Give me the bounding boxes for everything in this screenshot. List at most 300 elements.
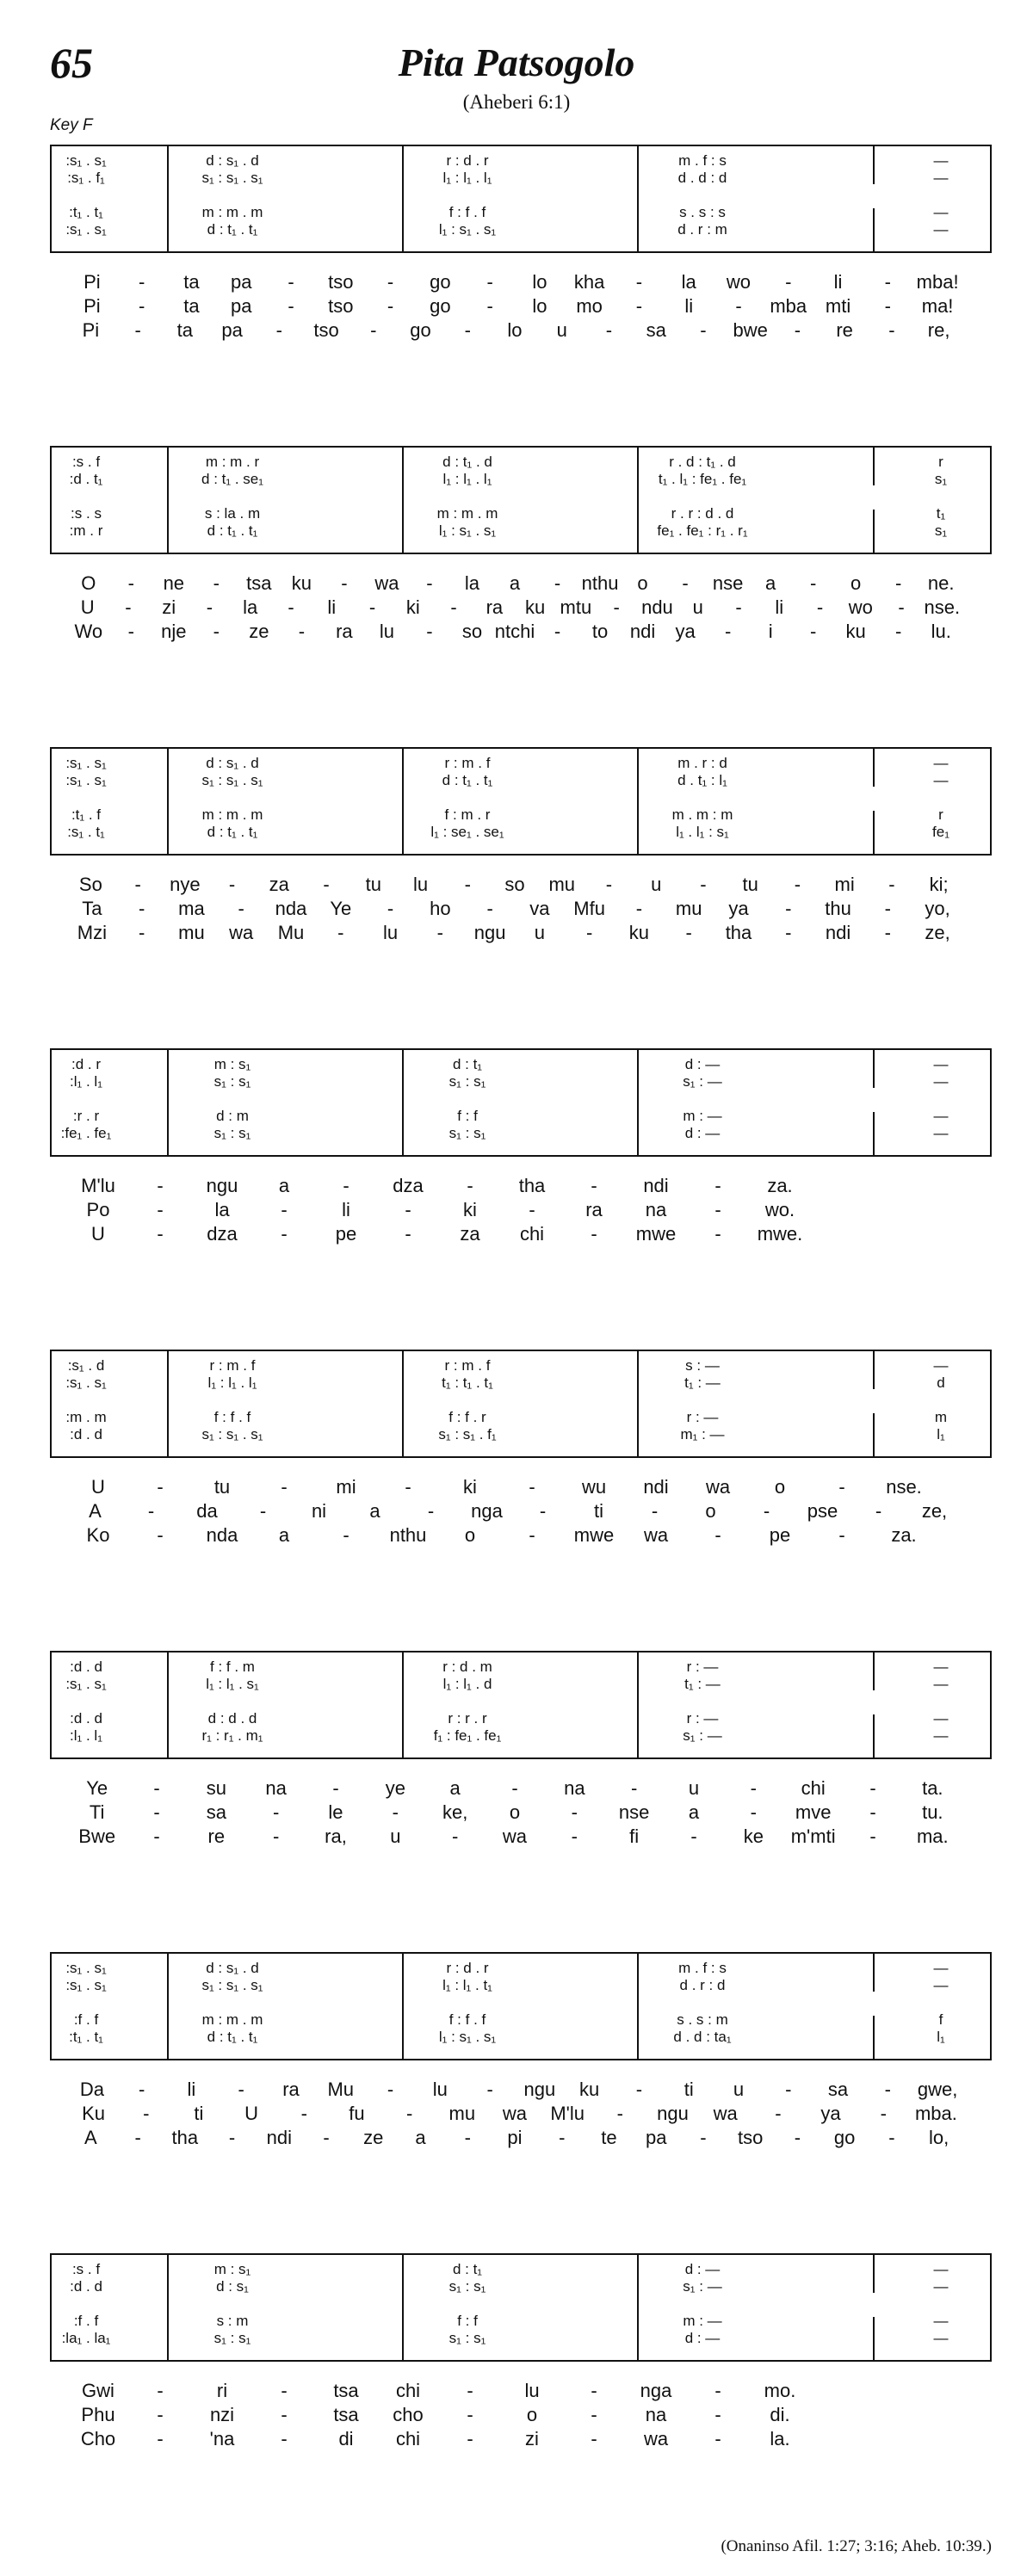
lyric-syllable: - bbox=[486, 271, 493, 293]
note-cell: d . r : m bbox=[677, 221, 727, 238]
lyric-syllable: - bbox=[298, 621, 306, 642]
lyric-syllable: tha bbox=[171, 2127, 199, 2148]
lyric-syllable: - bbox=[735, 295, 742, 317]
note-cell: d . t₁ : l₁ bbox=[677, 772, 727, 788]
lyric-syllable: - bbox=[511, 1777, 518, 1799]
lyric-syllable: na bbox=[265, 1777, 287, 1799]
notation-staff bbox=[50, 145, 992, 253]
note-cell: l₁ : l₁ . l₁ bbox=[207, 1374, 257, 1391]
notation-staff bbox=[50, 1651, 992, 1759]
lyric-syllable: ri bbox=[216, 2380, 228, 2401]
lyric-syllable: - bbox=[554, 621, 561, 642]
lyric-syllable: za bbox=[460, 1223, 480, 1245]
lyric-syllable: - bbox=[884, 271, 891, 293]
lyric-syllable: - bbox=[427, 1500, 435, 1522]
lyric-syllable: ki bbox=[463, 1199, 477, 1220]
note-cell: s₁ : s₁ . s₁ bbox=[201, 1426, 263, 1442]
lyric-syllable: mba bbox=[770, 295, 807, 317]
lyric-syllable: - bbox=[486, 898, 493, 919]
lyric-syllable: - bbox=[337, 922, 344, 943]
lyric-syllable: wa bbox=[713, 2103, 738, 2124]
note-cell: d : — bbox=[684, 2261, 721, 2277]
note-cell: s . s : m bbox=[677, 2011, 728, 2028]
lyric-line bbox=[50, 1174, 992, 1198]
note-row bbox=[52, 2028, 990, 2047]
lyric-syllable: wa bbox=[643, 2428, 669, 2449]
note-cell: f : f . f bbox=[213, 1409, 251, 1425]
note-row bbox=[52, 1374, 990, 1393]
note-cell: — bbox=[933, 1727, 949, 1744]
note-cell: r : — bbox=[686, 1710, 719, 1727]
lyric-syllable: - bbox=[275, 319, 282, 341]
note-row bbox=[52, 1727, 990, 1745]
lyric-syllable: mtu bbox=[560, 596, 592, 618]
note-row bbox=[52, 1356, 990, 1375]
lyric-syllable: mti bbox=[825, 295, 851, 317]
lyric-syllable: - bbox=[134, 2127, 141, 2148]
lyric-syllable: nthu bbox=[389, 1524, 427, 1546]
lyric-syllable: - bbox=[288, 271, 294, 293]
lyric-syllable: - bbox=[387, 898, 394, 919]
note-row bbox=[52, 1055, 990, 1074]
notation-staff bbox=[50, 1048, 992, 1157]
lyric-syllable: ke, bbox=[442, 1801, 468, 1823]
lyric-line bbox=[50, 1475, 992, 1499]
lyric-syllable: nzi bbox=[209, 2404, 235, 2425]
lyric-syllable: re bbox=[836, 319, 853, 341]
lyric-syllable: - bbox=[635, 898, 643, 919]
note-cell: s₁ : — bbox=[683, 1727, 722, 1744]
lyric-syllable: mo. bbox=[764, 2380, 796, 2401]
lyric-syllable: mo bbox=[576, 295, 603, 317]
lyric-syllable: ho bbox=[430, 898, 451, 919]
note-row bbox=[52, 1658, 990, 1677]
lyric-syllable: ta bbox=[183, 271, 200, 293]
note-cell: m₁ : — bbox=[680, 1426, 725, 1442]
lyric-syllable: a bbox=[369, 1500, 380, 1522]
lyric-syllable: - bbox=[559, 2127, 566, 2148]
lyric-syllable: - bbox=[464, 2127, 471, 2148]
lyric-syllable: va bbox=[529, 898, 550, 919]
lyric-syllable: te bbox=[601, 2127, 617, 2148]
lyric-syllable: wa bbox=[705, 1476, 731, 1498]
note-cell: l₁ : l₁ . s₁ bbox=[206, 1676, 259, 1692]
lyric-syllable: - bbox=[157, 2404, 164, 2425]
lyric-syllable: ki; bbox=[929, 874, 949, 895]
lyric-line bbox=[50, 318, 992, 343]
lyric-syllable: Pi bbox=[82, 319, 100, 341]
note-cell: r : m . f bbox=[444, 1357, 491, 1374]
note-row bbox=[52, 2277, 990, 2296]
lyric-syllable: - bbox=[554, 572, 561, 594]
lyric-syllable: lo bbox=[532, 271, 547, 293]
note-cell: s₁ : s₁ bbox=[213, 1073, 251, 1090]
lyric-syllable: - bbox=[591, 1175, 597, 1196]
lyric-syllable: chi bbox=[395, 2380, 421, 2401]
lyric-syllable: so bbox=[461, 621, 483, 642]
lyric-syllable: u bbox=[390, 1825, 401, 1847]
note-cell: m : m . m bbox=[201, 806, 263, 823]
note-cell: s₁ bbox=[934, 522, 948, 539]
lyric-syllable: - bbox=[405, 1199, 411, 1220]
lyric-syllable: u bbox=[688, 1777, 700, 1799]
note-cell: — bbox=[933, 2313, 949, 2329]
lyric-syllable: ta bbox=[176, 319, 194, 341]
note-row bbox=[52, 220, 990, 239]
note-row bbox=[52, 151, 990, 170]
note-cell: d : s₁ . d bbox=[206, 152, 259, 169]
lyric-syllable: li bbox=[342, 1199, 350, 1220]
note-cell: — bbox=[933, 2278, 949, 2295]
lyric-syllable: - bbox=[281, 1223, 288, 1245]
lyric-syllable: - bbox=[838, 1524, 845, 1546]
lyric-syllable: - bbox=[387, 2079, 394, 2100]
lyric-syllable: o bbox=[851, 572, 862, 594]
lyric-syllable: lu bbox=[524, 2380, 540, 2401]
lyric-line bbox=[50, 596, 992, 620]
lyric-syllable: - bbox=[700, 319, 707, 341]
lyric-syllable: U bbox=[91, 1476, 105, 1498]
note-cell: r bbox=[938, 454, 943, 470]
lyric-syllable: i bbox=[768, 621, 773, 642]
note-cell: :s₁ . s₁ bbox=[65, 1960, 107, 1976]
lyric-syllable: - bbox=[591, 2428, 597, 2449]
lyric-syllable: - bbox=[884, 2079, 891, 2100]
lyric-syllable: Ta bbox=[82, 898, 102, 919]
lyric-syllable: - bbox=[387, 295, 394, 317]
lyric-syllable: sa bbox=[646, 319, 666, 341]
lyric-syllable: na bbox=[564, 1777, 585, 1799]
lyric-syllable: - bbox=[735, 596, 742, 618]
note-row bbox=[52, 2260, 990, 2279]
note-row bbox=[52, 771, 990, 790]
note-cell: s₁ : s₁ bbox=[448, 1125, 486, 1141]
lyric-line bbox=[50, 897, 992, 921]
lyric-syllable: - bbox=[157, 1476, 164, 1498]
lyric-syllable: M'lu bbox=[550, 2103, 585, 2124]
lyric-syllable: - bbox=[682, 572, 689, 594]
lyric-syllable: ku bbox=[579, 2079, 600, 2100]
note-cell: :s₁ . s₁ bbox=[65, 152, 107, 169]
lyric-syllable: - bbox=[884, 295, 891, 317]
note-row bbox=[52, 203, 990, 222]
note-cell: l₁ : l₁ . t₁ bbox=[442, 1977, 492, 1993]
lyric-syllable: - bbox=[794, 2127, 801, 2148]
lyric-syllable: - bbox=[785, 922, 792, 943]
note-cell: :d . d bbox=[70, 2278, 102, 2295]
lyric-syllable: - bbox=[467, 2404, 473, 2425]
lyric-syllable: ndi bbox=[629, 621, 656, 642]
lyric-line bbox=[50, 294, 992, 318]
lyric-syllable: fu bbox=[349, 2103, 365, 2124]
lyric-syllable: - bbox=[273, 1825, 280, 1847]
note-cell: — bbox=[933, 204, 949, 220]
lyric-line bbox=[50, 1198, 992, 1222]
lyric-syllable: - bbox=[157, 2428, 164, 2449]
lyric-syllable: cho bbox=[393, 2404, 424, 2425]
lyric-syllable: ni bbox=[311, 1500, 327, 1522]
lyric-syllable: - bbox=[750, 1777, 757, 1799]
note-cell: m : m . r bbox=[205, 454, 260, 470]
note-cell: :m . r bbox=[69, 522, 103, 539]
note-cell: — bbox=[933, 1357, 949, 1374]
note-cell: r : r . r bbox=[448, 1710, 487, 1727]
lyric-syllable: wa bbox=[502, 2103, 528, 2124]
lyric-syllable: la bbox=[214, 1199, 230, 1220]
lyric-syllable: la bbox=[464, 572, 480, 594]
note-row bbox=[52, 806, 990, 825]
note-cell: :s₁ . d bbox=[67, 1357, 105, 1374]
music-system bbox=[50, 1350, 992, 1547]
lyric-syllable: ra bbox=[282, 2079, 300, 2100]
note-cell: r : d . r bbox=[446, 1960, 489, 1976]
note-cell: fe₁ . fe₁ : r₁ . r₁ bbox=[657, 522, 748, 539]
lyric-syllable: la bbox=[681, 271, 696, 293]
lyric-syllable: ti bbox=[594, 1500, 603, 1522]
lyric-syllable: dza bbox=[393, 1175, 424, 1196]
lyric-syllable: - bbox=[898, 596, 905, 618]
note-cell: r : d . r bbox=[446, 152, 489, 169]
lyrics-block bbox=[50, 571, 992, 644]
lyric-syllable: Mu bbox=[327, 2079, 355, 2100]
lyric-syllable: - bbox=[539, 1500, 547, 1522]
lyric-syllable: - bbox=[690, 1825, 697, 1847]
lyric-syllable: ze, bbox=[921, 1500, 948, 1522]
lyric-syllable: - bbox=[605, 319, 613, 341]
lyric-syllable: - bbox=[763, 1500, 770, 1522]
lyric-syllable: la bbox=[243, 596, 258, 618]
lyric-syllable: di. bbox=[770, 2404, 790, 2425]
note-cell: :s₁ . s₁ bbox=[65, 1977, 107, 1993]
note-cell: :s₁ . f₁ bbox=[67, 170, 105, 186]
note-cell: :t₁ . f bbox=[71, 806, 102, 823]
lyric-syllable: a bbox=[278, 1524, 290, 1546]
lyric-syllable: lu bbox=[432, 2079, 448, 2100]
lyric-syllable: nse bbox=[618, 1801, 650, 1823]
lyric-syllable: to bbox=[591, 621, 609, 642]
lyric-syllable: go bbox=[430, 271, 451, 293]
lyric-syllable: ne bbox=[163, 572, 185, 594]
note-cell: s₁ : s₁ . s₁ bbox=[201, 170, 263, 186]
note-cell: f : f . f bbox=[448, 2011, 486, 2028]
lyric-syllable: - bbox=[138, 898, 145, 919]
note-cell: l₁ . l₁ : s₁ bbox=[676, 824, 729, 840]
note-cell: d : t₁ bbox=[452, 1056, 483, 1072]
lyric-syllable: mwe bbox=[635, 1223, 677, 1245]
note-cell: :s₁ . s₁ bbox=[65, 221, 107, 238]
lyric-syllable: - bbox=[714, 1223, 721, 1245]
lyric-syllable: - bbox=[816, 596, 824, 618]
note-cell: — bbox=[933, 1977, 949, 1993]
music-system bbox=[50, 747, 992, 945]
notation-staff bbox=[50, 1952, 992, 2060]
lyric-syllable: Ko bbox=[86, 1524, 110, 1546]
note-cell: d : t₁ . se₁ bbox=[201, 471, 263, 487]
note-cell: :s₁ . s₁ bbox=[65, 1374, 107, 1391]
lyric-syllable: - bbox=[213, 572, 220, 594]
lyric-syllable: chi bbox=[801, 1777, 826, 1799]
lyric-syllable: tso bbox=[328, 271, 354, 293]
lyric-line bbox=[50, 1222, 992, 1246]
lyric-syllable: A bbox=[89, 1500, 102, 1522]
lyric-syllable: mba! bbox=[916, 271, 959, 293]
lyric-syllable: pe bbox=[769, 1524, 791, 1546]
lyric-syllable: - bbox=[651, 1500, 659, 1522]
lyric-syllable: - bbox=[138, 271, 145, 293]
lyric-syllable: za bbox=[269, 874, 289, 895]
lyric-syllable: so bbox=[504, 874, 525, 895]
lyric-syllable: mi bbox=[834, 874, 855, 895]
note-cell: t₁ : t₁ . t₁ bbox=[442, 1374, 493, 1391]
note-cell: d : t₁ . d bbox=[442, 454, 492, 470]
lyric-syllable: dza bbox=[207, 1223, 238, 1245]
lyric-syllable: - bbox=[464, 319, 471, 341]
lyric-syllable: pa bbox=[221, 319, 243, 341]
lyric-syllable: go bbox=[430, 295, 451, 317]
lyric-syllable: - bbox=[153, 1825, 160, 1847]
note-row bbox=[52, 453, 990, 472]
note-cell: s : m bbox=[216, 2313, 249, 2329]
lyric-syllable: Po bbox=[86, 1199, 110, 1220]
lyric-syllable: Ye bbox=[86, 1777, 108, 1799]
lyric-line bbox=[50, 921, 992, 945]
note-cell: d : d . d bbox=[207, 1710, 257, 1727]
lyric-syllable: ke bbox=[743, 1825, 764, 1847]
note-row bbox=[52, 823, 990, 842]
lyric-syllable: - bbox=[529, 1199, 535, 1220]
note-cell: l₁ bbox=[937, 1426, 945, 1442]
lyric-syllable: - bbox=[591, 2380, 597, 2401]
note-cell: l₁ : l₁ . d bbox=[442, 1676, 492, 1692]
lyric-syllable: a bbox=[688, 1801, 700, 1823]
note-cell: r bbox=[938, 806, 943, 823]
lyric-syllable: ya bbox=[728, 898, 749, 919]
lyric-syllable: nse bbox=[712, 572, 744, 594]
note-cell: l₁ : se₁ . se₁ bbox=[430, 824, 504, 840]
lyric-syllable: - bbox=[259, 1500, 267, 1522]
hymn-subtitle: (Aheberi 6:1) bbox=[462, 91, 571, 113]
lyric-syllable: - bbox=[450, 596, 457, 618]
note-cell: f : f bbox=[457, 2313, 478, 2329]
lyric-syllable: - bbox=[794, 319, 801, 341]
lyric-syllable: - bbox=[281, 1476, 288, 1498]
lyric-syllable: nse. bbox=[924, 596, 961, 618]
note-cell: s₁ : — bbox=[683, 2278, 722, 2295]
notation-staff bbox=[50, 446, 992, 554]
lyrics-block bbox=[50, 2078, 992, 2150]
lyric-syllable: - bbox=[714, 2380, 721, 2401]
lyric-syllable: o bbox=[774, 1476, 786, 1498]
note-cell: s₁ : s₁ . s₁ bbox=[201, 1977, 263, 1993]
lyric-syllable: Cho bbox=[80, 2428, 116, 2449]
note-cell: m : s₁ bbox=[213, 2261, 251, 2277]
lyric-syllable: mba. bbox=[914, 2103, 957, 2124]
note-cell: — bbox=[933, 1676, 949, 1692]
lyric-syllable: - bbox=[809, 621, 817, 642]
lyric-syllable: mu bbox=[548, 874, 575, 895]
lyric-syllable: mve bbox=[795, 1801, 832, 1823]
note-cell: d : t₁ . t₁ bbox=[207, 824, 258, 840]
note-row bbox=[52, 169, 990, 188]
lyric-syllable: - bbox=[635, 2079, 643, 2100]
lyric-syllable: lu. bbox=[931, 621, 951, 642]
lyric-syllable: pi bbox=[507, 2127, 523, 2148]
lyric-syllable: - bbox=[785, 2079, 792, 2100]
note-row bbox=[52, 1976, 990, 1995]
lyric-syllable: ra bbox=[585, 1199, 603, 1220]
lyric-syllable: - bbox=[895, 572, 902, 594]
music-system bbox=[50, 1651, 992, 1849]
lyric-syllable: a bbox=[509, 572, 521, 594]
note-cell: :s . f bbox=[71, 2261, 101, 2277]
lyric-syllable: ku bbox=[628, 922, 650, 943]
lyric-syllable: - bbox=[125, 596, 132, 618]
note-row bbox=[52, 2329, 990, 2348]
lyric-syllable: wa bbox=[643, 1524, 669, 1546]
lyric-syllable: u bbox=[651, 874, 662, 895]
note-cell: s₁ : s₁ bbox=[213, 2330, 251, 2346]
lyric-syllable: - bbox=[127, 572, 134, 594]
note-cell: :t₁ . t₁ bbox=[69, 2029, 103, 2045]
note-cell: r : — bbox=[686, 1659, 719, 1675]
lyric-line bbox=[50, 2078, 992, 2102]
lyric-syllable: ku bbox=[525, 596, 546, 618]
lyric-syllable: - bbox=[869, 1777, 876, 1799]
lyric-syllable: - bbox=[635, 295, 643, 317]
note-cell: l₁ : l₁ . l₁ bbox=[442, 471, 492, 487]
lyric-syllable: nda bbox=[206, 1524, 238, 1546]
lyric-line bbox=[50, 2403, 992, 2427]
lyric-syllable: U bbox=[91, 1223, 105, 1245]
lyric-syllable: tsa bbox=[246, 572, 272, 594]
note-row bbox=[52, 1107, 990, 1126]
lyric-syllable: tso bbox=[313, 319, 339, 341]
lyric-syllable: u bbox=[534, 922, 545, 943]
lyric-syllable: - bbox=[571, 1825, 578, 1847]
lyric-line bbox=[50, 2102, 992, 2126]
lyric-syllable: fi bbox=[629, 1825, 640, 1847]
note-cell: s₁ : s₁ . f₁ bbox=[438, 1426, 497, 1442]
note-cell: m : m . m bbox=[436, 505, 498, 522]
note-cell: d : s₁ . d bbox=[206, 1960, 259, 1976]
lyric-syllable: - bbox=[794, 874, 801, 895]
hymn-title: Pita Patsogolo bbox=[398, 40, 635, 84]
lyric-syllable: - bbox=[288, 295, 294, 317]
lyric-syllable: Pi bbox=[84, 295, 101, 317]
note-cell: r : m . f bbox=[444, 755, 491, 771]
note-cell: :m . m bbox=[65, 1409, 107, 1425]
lyric-syllable: - bbox=[605, 874, 613, 895]
lyric-syllable: m'mti bbox=[790, 1825, 836, 1847]
lyric-syllable: - bbox=[213, 621, 220, 642]
lyric-syllable: - bbox=[281, 2428, 288, 2449]
lyric-syllable: re, bbox=[927, 319, 950, 341]
lyric-syllable: - bbox=[157, 1175, 164, 1196]
lyric-syllable: nga bbox=[471, 1500, 503, 1522]
lyric-syllable: - bbox=[138, 295, 145, 317]
note-cell: f : f bbox=[457, 1108, 478, 1124]
lyric-syllable: - bbox=[486, 2079, 493, 2100]
lyric-syllable: - bbox=[281, 2404, 288, 2425]
lyric-syllable: tha bbox=[725, 922, 752, 943]
lyric-syllable: ndi bbox=[266, 2127, 292, 2148]
lyric-syllable: - bbox=[571, 1801, 578, 1823]
lyric-syllable: - bbox=[750, 1801, 757, 1823]
hymn-number: 65 bbox=[50, 39, 93, 87]
lyric-syllable: ngu bbox=[523, 2079, 556, 2100]
lyric-line bbox=[50, 2427, 992, 2451]
lyric-syllable: - bbox=[616, 2103, 623, 2124]
